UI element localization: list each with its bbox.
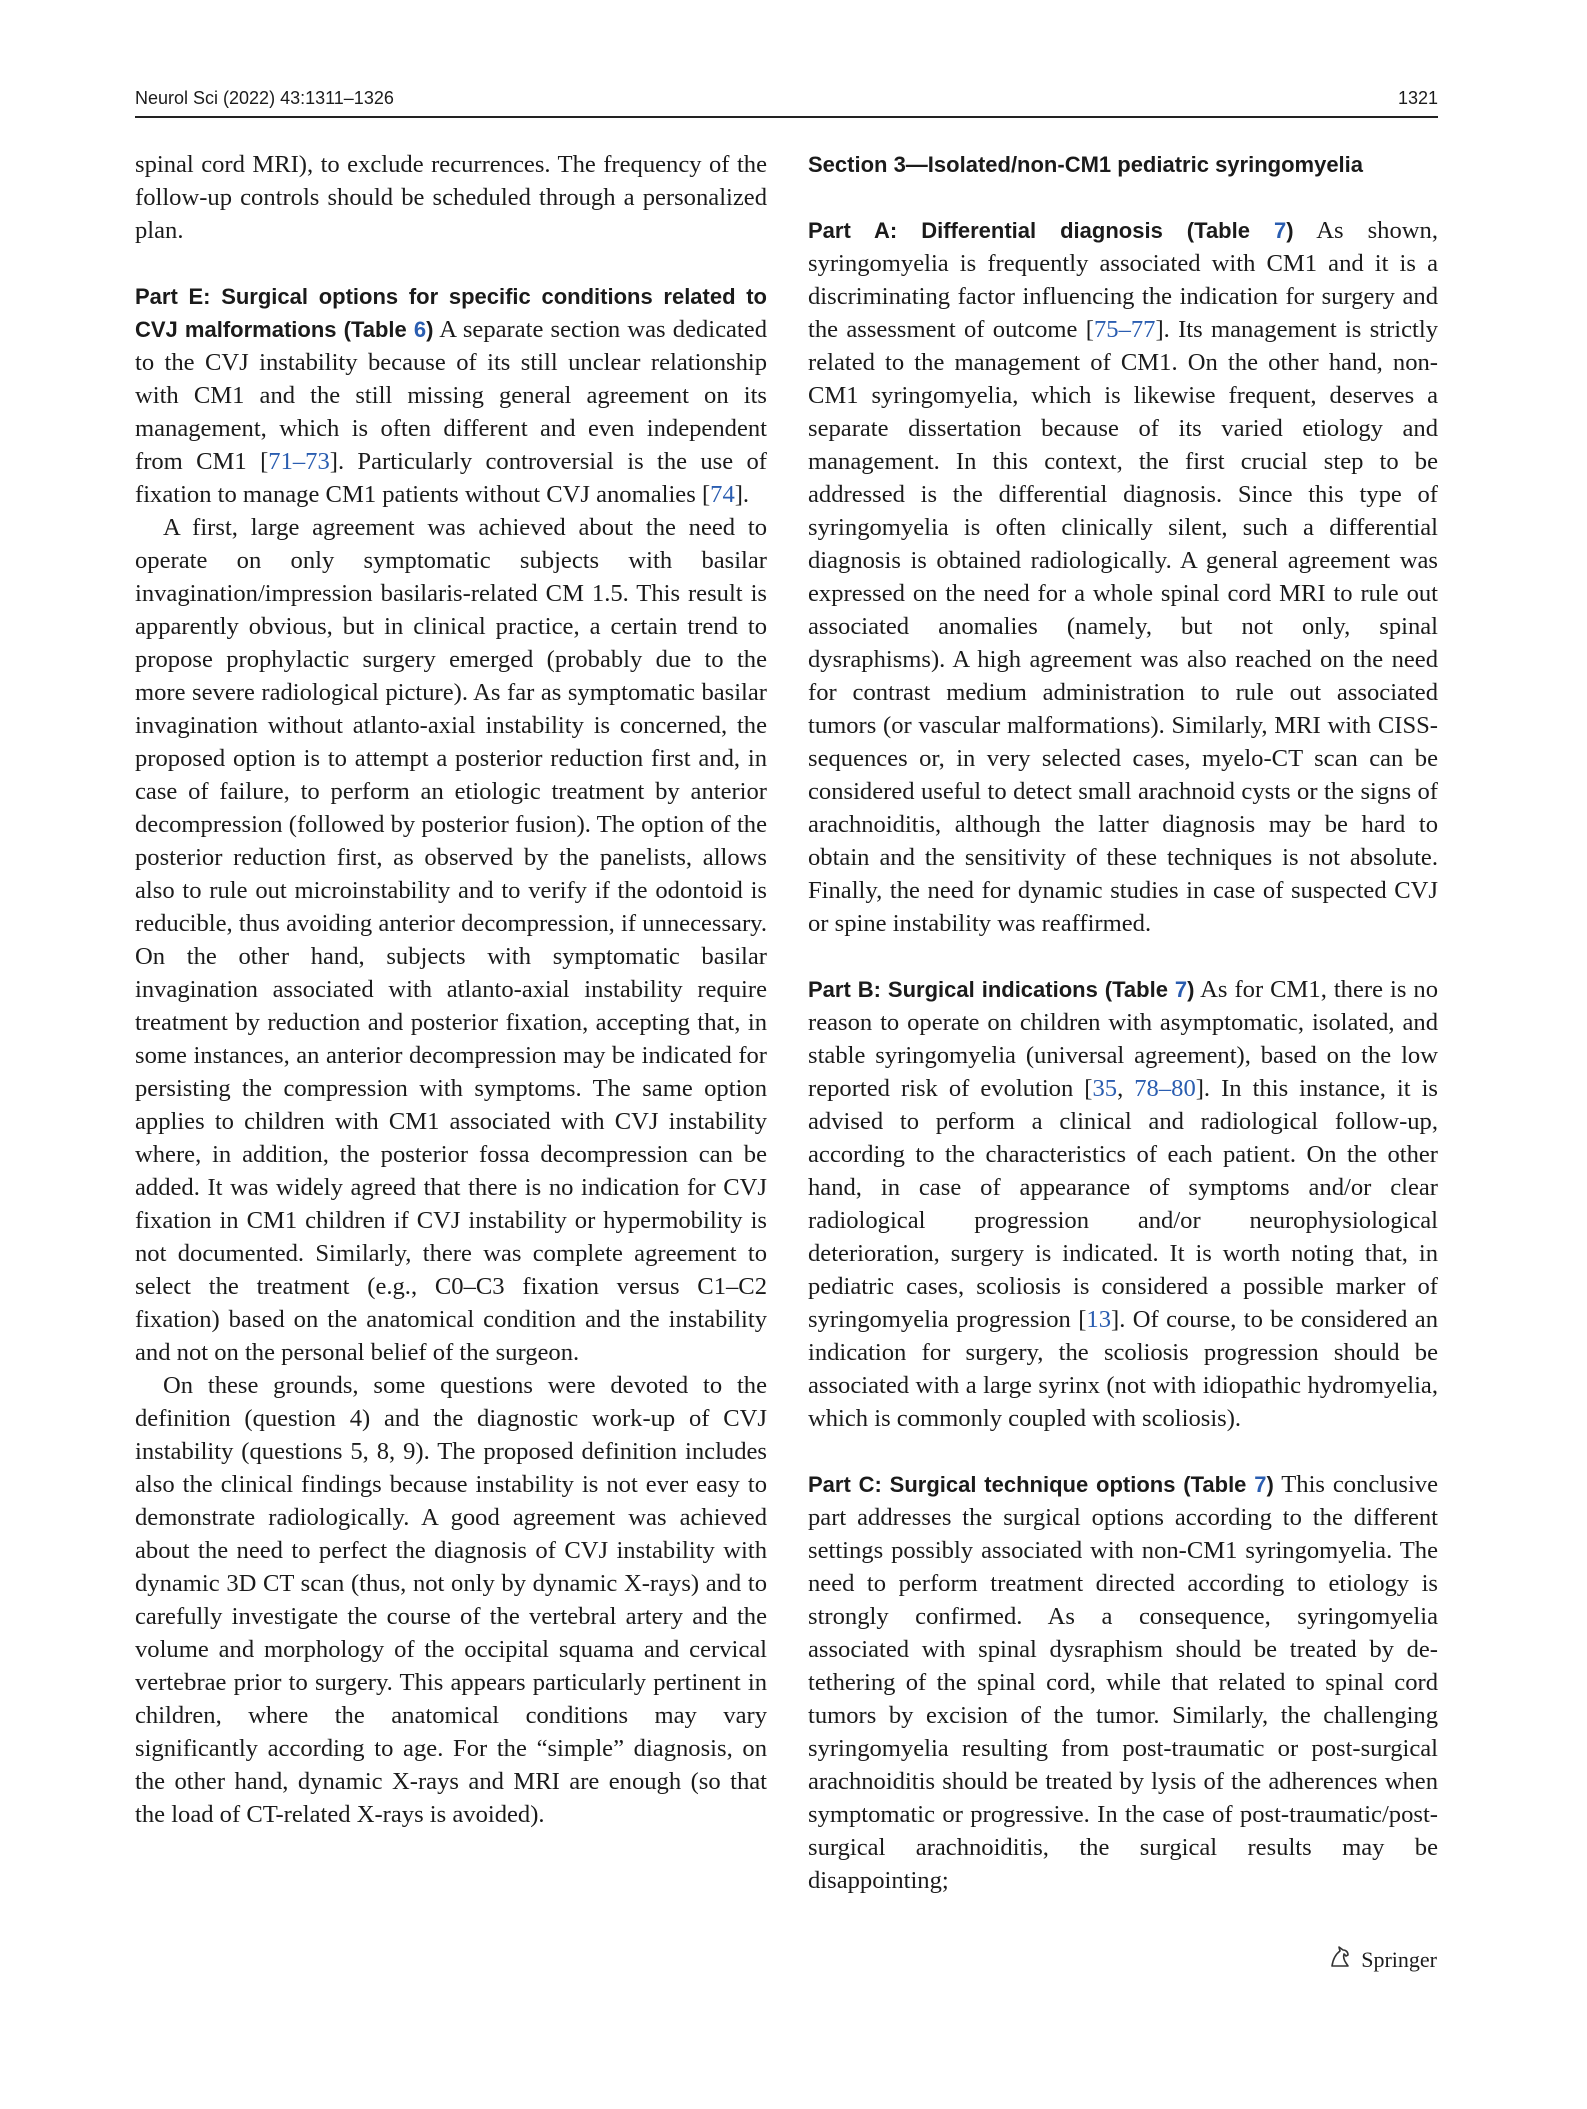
paragraph-part-b: Part B: Surgical indications (Table 7) As for CM1, there is no reason to operate on children with asymptomatic, isolated, and stable syringomyelia (universal agreement), based on the low reported risk of evolution [35, 78–80]. In this instance, it is advised to perform a clinical and radiological follow-up, according to the characteristics of each patient. On the other hand, in case of appearance of symptoms and/or clear radiological progression and/or neurophysiological deterioration, surgery is indicated. It is worth noting that, in pediatric cases, scoliosis is considered a possible marker of syringomyelia progression [13]. Of course, to be considered an indication for surgery, the scoliosis progression should be associated with a large syrinx (not with idiopathic hydromyelia, which is commonly coupled with scoliosis). bbox=[808, 976, 1438, 1432]
table-7-link[interactable]: 7 bbox=[1273, 218, 1287, 243]
part-b-heading: Part B: Surgical indications (Table 7) bbox=[808, 977, 1195, 1002]
part-a-heading: Part A: Differential diagnosis (Table 7) bbox=[808, 218, 1294, 243]
table-6-link[interactable]: 6 bbox=[413, 317, 427, 342]
publisher-name: Springer bbox=[1361, 1947, 1437, 1972]
publisher-footer bbox=[1327, 1944, 1437, 1976]
page-number: 1321 bbox=[1397, 88, 1438, 108]
citation-link[interactable]: 35 bbox=[1092, 1075, 1118, 1102]
paragraph-continuation: spinal cord MRI), to exclude recurrences. The frequency of the follow-up controls should be scheduled through a personalized plan. bbox=[135, 151, 767, 244]
paragraph-definition: On these grounds, some questions were devoted to the definition (question 4) and the diagnostic work-up of CVJ instability (questions 5, 8, 9). The proposed definition includes also the clinical findings because instability is not ever easy to demonstrate radiologically. A good agreement was achieved about the need to perfect the diagnosis of CVJ instability with dynamic 3D CT scan (thus, not only by dynamic X-rays) and to carefully investigate the course of the vertebral artery and the volume and morphology of the occipital squama and cervical vertebrae prior to surgery. This appears particularly pertinent in children, where the anatomical conditions may vary significantly according to age. For the “simple” diagnosis, on the other hand, dynamic X-rays and MRI are enough (so that the load of CT-related X-rays is avoided). bbox=[135, 1372, 767, 1828]
table-7-link[interactable]: 7 bbox=[1174, 977, 1188, 1002]
table-7-link[interactable]: 7 bbox=[1254, 1472, 1267, 1497]
part-c-heading: Part C: Surgical technique options (Table 7) bbox=[808, 1472, 1274, 1497]
paragraph-part-e: Part E: Surgical options for specific conditions related to CVJ malformations (Table 6) A separate section was dedicated to the CVJ instability because of its still unclear relationship with CM1 and the still missing general agreement on its management, which is often different and even independent from CM1 [71–73]. Particularly controversial is the use of fixation to manage CM1 patients without CVJ anomalies [74]. bbox=[135, 284, 767, 508]
section-3-title: Section 3—Isolated/non-CM1 pediatric syringomyelia bbox=[808, 152, 1364, 177]
citation-link[interactable]: 75–77 bbox=[1093, 316, 1156, 343]
citation-link[interactable]: 74 bbox=[710, 481, 735, 508]
citation-link[interactable]: 13 bbox=[1086, 1306, 1112, 1333]
citation-link[interactable]: 78–80 bbox=[1134, 1075, 1196, 1102]
part-e-heading: Part E: Surgical options for specific conditions related to CVJ malformations (Table 6) bbox=[135, 284, 767, 342]
right-column bbox=[808, 148, 1438, 1897]
paragraph-agreement: A first, large agreement was achieved about the need to operate on only symptomatic subjects with basilar invagination/impression basilaris-related CM 1.5. This result is apparently obvious, but in clinical practice, a certain trend to propose prophylactic surgery emerged (probably due to the more severe radiological picture). As far as symptomatic basilar invagination without atlanto-axial instability is concerned, the proposed option is to attempt a posterior reduction first and, in case of failure, to perform an etiologic treatment by anterior decompression (followed by posterior fusion). The option of the posterior reduction first, as observed by the panelists, allows also to rule out microinstability and to verify if the odontoid is reducible, thus avoiding anterior decompression, if unnecessary. On the other hand, subjects with symptomatic basilar invagination associated with atlanto-axial instability require treatment by reduction and posterior fixation, accepting that, in some instances, an anterior decompression may be indicated for persisting the compression with symptoms. The same option applies to children with CM1 associated with CVJ instability where, in addition, the posterior fossa decompression can be added. It was widely agreed that there is no indication for CVJ fixation in CM1 children if CVJ instability or hypermobility is not documented. Similarly, there was complete agreement to select the treatment (e.g., C0–C3 fixation versus C1–C2 fixation) based on the anatomical condition and the instability and not on the personal belief of the surgeon. bbox=[135, 514, 767, 1366]
journal-citation: Neurol Sci (2022) 43:1311–1326 bbox=[135, 88, 394, 108]
citation-link[interactable]: 71–73 bbox=[268, 448, 330, 475]
springer-horse-icon bbox=[1327, 1944, 1353, 1976]
running-header bbox=[135, 86, 1438, 118]
paragraph-part-a: Part A: Differential diagnosis (Table 7) As shown, syringomyelia is frequently associated with CM1 and it is a discriminating factor influencing the indication for surgery and the assessment of outcome [75–77]. Its management is strictly related to the management of CM1. On the other hand, non-CM1 syringomyelia, which is likewise frequent, deserves a separate dissertation because of its varied etiology and management. In this context, the first crucial step to be addressed is the differential diagnosis. Since this type of syringomyelia is often clinically silent, such a differential diagnosis is obtained radiologically. A general agreement was expressed on the need for a whole spinal cord MRI to rule out associated anomalies (namely, but not only, spinal dysraphisms). A high agreement was also reached on the need for contrast medium administration to rule out associated tumors (or vascular malformations). Similarly, MRI with CISS-sequences or, in very selected cases, myelo-CT scan can be considered useful to detect small arachnoid cysts or the signs of arachnoiditis, although the latter diagnosis may be hard to obtain and the sensitivity of these techniques is not absolute. Finally, the need for dynamic studies in case of suspected CVJ or spine instability was reaffirmed. bbox=[808, 217, 1438, 937]
paragraph-part-c: Part C: Surgical technique options (Table 7) This conclusive part addresses the surgical options according to the different settings possibly associated with non-CM1 syringomyelia. The need to perform treatment directed according to etiology is strongly confirmed. As a consequence, syringomyelia associated with spinal dysraphism should be treated by de-tethering of the spinal cord, while that related to spinal cord tumors by excision of the tumor. Similarly, the challenging syringomyelia resulting from post-traumatic or post-surgical arachnoiditis should be treated by lysis of the adherences when symptomatic or progressive. In the case of post-traumatic/post-surgical arachnoiditis, the surgical results may be disappointing; bbox=[808, 1471, 1438, 1894]
left-column bbox=[135, 148, 767, 1831]
